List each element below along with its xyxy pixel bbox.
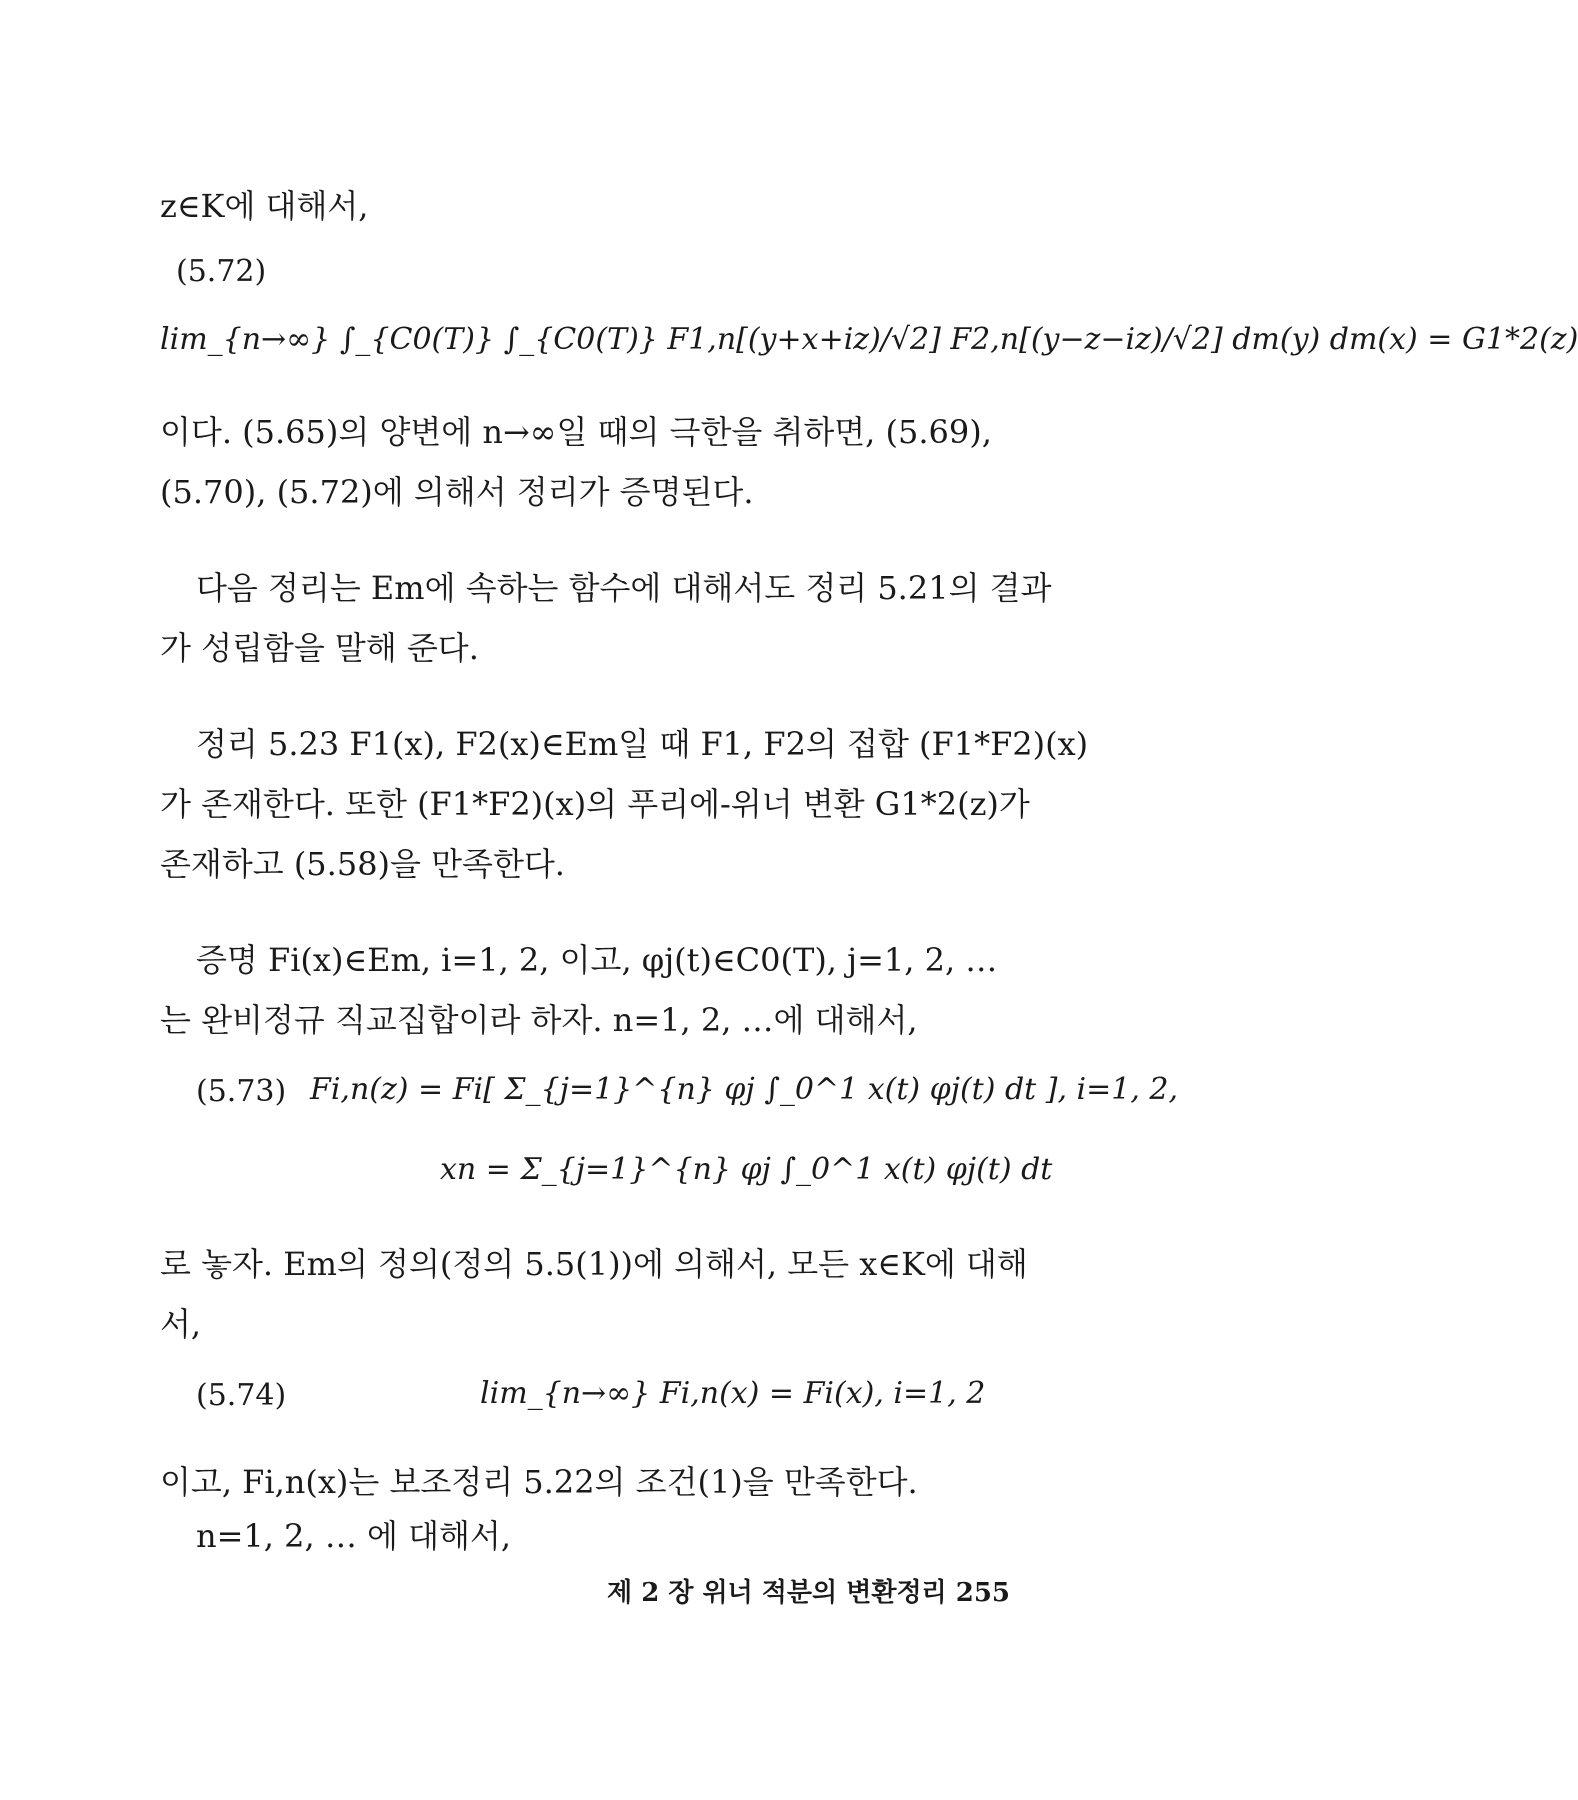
proof-start: 증명 Fi(x)∈Em, i=1, 2, 이고, φj(t)∈C0(T), j=1, 2, … <box>196 941 998 979</box>
text-line: 가 성립함을 말해 준다. <box>160 629 479 667</box>
text-line: 로 놓자. Em의 정의(정의 5.5(1))에 의해서, 모든 x∈K에 대해 <box>160 1245 1028 1283</box>
text-line: n=1, 2, … 에 대해서, <box>196 1517 511 1555</box>
text-line: 존재하고 (5.58)을 만족한다. <box>160 845 565 883</box>
equation-5-73a: Fi,n(z) = Fi[ Σ_{j=1}^{n} φj ∫_0^1 x(t) φj(t) dt ], i=1, 2, <box>310 1072 1179 1107</box>
equation-5-73b: xn = Σ_{j=1}^{n} φj ∫_0^1 x(t) φj(t) dt <box>440 1152 1053 1187</box>
text-line: 이고, Fi,n(x)는 보조정리 5.22의 조건(1)을 만족한다. <box>160 1463 918 1501</box>
equation-5-72: lim_{n→∞} ∫_{C0(T)} ∫_{C0(T)} F1,n[(y+x+iz)/√2] F2,n[(y−z−iz)/√2] dm(y) dm(x) = G1*2(z) <box>160 322 1578 357</box>
equation-5-74: lim_{n→∞} Fi,n(x) = Fi(x), i=1, 2 <box>480 1376 986 1411</box>
text-line: z∈K에 대해서, <box>160 187 369 225</box>
text-line: 가 존재한다. 또한 (F1*F2)(x)의 푸리에-위너 변환 G1*2(z)가 <box>160 785 1030 823</box>
page-footer: 제 2 장 위너 적분의 변환정리 255 <box>607 1578 1010 1608</box>
equation-number: (5.74) <box>196 1378 287 1413</box>
text-line: 서, <box>160 1305 202 1343</box>
equation-number: (5.72) <box>176 254 267 289</box>
theorem-5-23: 정리 5.23 F1(x), F2(x)∈Em일 때 F1, F2의 접합 (F1*F2)(x) <box>196 725 1089 763</box>
text-line: (5.70), (5.72)에 의해서 정리가 증명된다. <box>160 473 754 511</box>
text-line: 다음 정리는 Em에 속하는 함수에 대해서도 정리 5.21의 결과 <box>196 569 1052 607</box>
equation-number: (5.73) <box>196 1074 287 1109</box>
text-line: 이다. (5.65)의 양변에 n→∞일 때의 극한을 취하면, (5.69), <box>160 413 992 451</box>
text-line: 는 완비정규 직교집합이라 하자. n=1, 2, …에 대해서, <box>160 1001 918 1039</box>
